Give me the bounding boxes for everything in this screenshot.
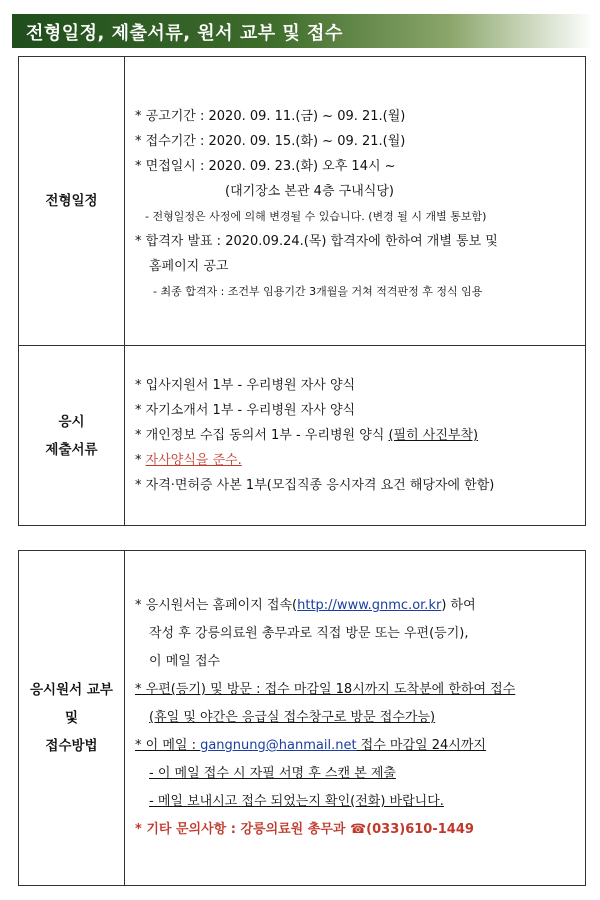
photo-required-note: (필히 사진부착) [388, 428, 479, 443]
application-label-line: 응시원서 교부 [30, 682, 113, 698]
application-text: * 응시원서는 홈페이지 접속( [135, 598, 298, 613]
documents-line [135, 448, 581, 473]
section-title-bar [12, 14, 594, 48]
documents-label-line: 응시 [58, 413, 85, 430]
application-line: 작성 후 강릉의료원 총무과로 직접 방문 또는 우편(등기), [149, 626, 469, 641]
form-compliance-note: 자사양식을 준수. [145, 453, 242, 468]
bullet-star: * [135, 453, 146, 468]
documents-line: * 입사지원서 1부 - 우리병원 자사 양식 [135, 378, 356, 393]
documents-line: * 자격·면허증 사본 1부(모집직종 응시자격 요건 해당자에 한함) [135, 478, 495, 493]
documents-label [19, 346, 125, 526]
application-label-line: 접수방법 [45, 738, 98, 754]
schedule-line: * 공고기간 : 2020. 09. 11.(금) ~ 09. 21.(월) [135, 109, 406, 124]
documents-line: * 자기소개서 1부 - 우리병원 자사 양식 [135, 403, 356, 418]
application-line: * 우편(등기) 및 방문 : 접수 마감일 18시까지 도착분에 한하여 접수 [135, 682, 516, 697]
application-label [19, 551, 125, 886]
application-content [125, 551, 586, 886]
schedule-documents-table [18, 56, 586, 526]
documents-content [125, 346, 586, 526]
schedule-row [19, 57, 586, 346]
application-line [135, 592, 581, 620]
schedule-note: - 최종 합격자 : 조건부 임용기간 3개월을 거쳐 적격판정 후 정식 임용 [153, 285, 483, 298]
documents-row [19, 346, 586, 526]
homepage-link[interactable]: http://www.gnmc.or.kr [297, 598, 442, 613]
email-link[interactable]: gangnung@hanmail.net [200, 738, 357, 753]
contact-line [135, 816, 581, 844]
section-title: 전형일정, 제출서류, 원서 교부 및 접수 [26, 23, 343, 44]
schedule-line: * 합격자 발표 : 2020.09.24.(목) 합격자에 한하여 개별 통보 및 [135, 234, 498, 249]
documents-text: * 개인정보 수집 동의서 1부 - 우리병원 양식 [135, 428, 389, 443]
application-table [18, 550, 586, 886]
contact-phone: (033)610-1449 [366, 822, 474, 837]
application-text: 접수 마감일 24시까지 [356, 738, 486, 753]
application-row [19, 551, 586, 886]
schedule-note: - 전형일정은 사정에 의해 변경될 수 있습니다. (변경 될 시 개별 통보함) [145, 210, 487, 223]
application-line: 이 메일 접수 [149, 654, 221, 669]
application-label-line: 및 [64, 710, 79, 726]
documents-label-line: 제출서류 [45, 441, 98, 458]
schedule-content [125, 57, 586, 346]
application-text: * 이 메일 : [135, 738, 201, 753]
application-line: (휴일 및 야간은 응급실 접수창구로 방문 접수가능) [149, 710, 436, 725]
documents-line [135, 423, 581, 448]
schedule-line: 홈페이지 공고 [149, 259, 229, 274]
schedule-line: * 면접일시 : 2020. 09. 23.(화) 오후 14시 ~ [135, 159, 396, 174]
application-line: - 이 메일 접수 시 자필 서명 후 스캔 본 제출 [149, 766, 396, 781]
application-text: ) 하여 [441, 598, 476, 613]
phone-icon: ☎ [349, 822, 367, 837]
schedule-line: * 접수기간 : 2020. 09. 15.(화) ~ 09. 21.(월) [135, 134, 406, 149]
application-line [135, 732, 581, 760]
schedule-label: 전형일정 [19, 57, 125, 346]
application-line: - 메일 보내시고 접수 되었는지 확인(전화) 바랍니다. [149, 794, 444, 809]
schedule-line: (대기장소 본관 4층 구내식당) [225, 184, 394, 199]
contact-text: * 기타 문의사항 : 강릉의료원 총무과 [135, 822, 350, 837]
